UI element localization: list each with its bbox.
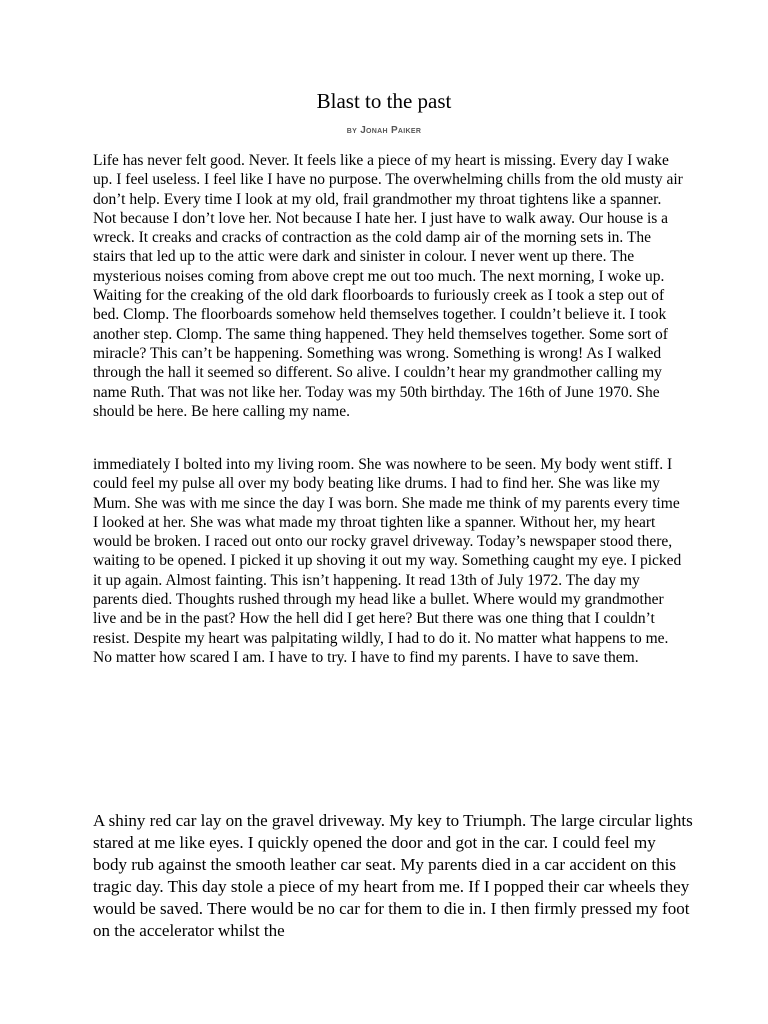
paragraph-1: Life has never felt good. Never. It feels like a piece of my heart is missing. Every day I wake up. I feel useless. I feel like I have no purpose. The overwhelming chills from the old musty air don’t help. Every time I look at my old, frail grandmother my throat tightens like a spanner. Not because I don’t love her. Not because I hate her. I just have to walk away. Our house is a wreck. It creaks and cracks of contraction as the cold damp air of the morning sets in. The stairs that led up to the attic were dark and sinister in colour. I never went up there. The mysterious noises coming from above crept me out too much. The next morning, I woke up. Waiting for the creaking of the old dark floorboards to furiously creek as I took a step out of bed. Clomp. The floorboards somehow held themselves together. I couldn’t believe it. I took another step. Clomp. The same thing happened. They held themselves together. Some sort of miracle? This can’t be happening. Something was wrong. Something is wrong! As I walked through the hall it seemed so different. So alive. I couldn’t hear my grandmother calling my name Ruth. That was not like her. Today was my 50th birthday. The 16th of June 1970. She should be here. Be here calling my name. <box>93 152 683 420</box>
paragraph-2: immediately I bolted into my living room. She was nowhere to be seen. My body went stiff. I could feel my pulse all over my body beating like drums. I had to find her. She was like my Mum. She was with me since the day I was born. She made me think of my parents every time I looked at her. She was what made my throat tighten like a spanner. Without her, my heart would be broken. I raced out onto our rocky gravel driveway. Today’s newspaper stood there, waiting to be opened. I picked it up shoving it out my way. Something caught my eye. I picked it up again. Almost fainting. This isn’t happening. It read 13th of July 1972. The day my parents died. Thoughts rushed through my head like a bullet. Where would my grandmother live and be in the past? How the hell did I get here? But there was one thing that I couldn’t resist. Despite my heart was palpitating wildly, I had to do it. No matter what happens to me. No matter how scared I am. I have to try. I have to find my parents. I have to save them. <box>93 456 682 666</box>
author-byline: by Jonah Paiker <box>346 125 422 136</box>
document-title: Blast to the past <box>316 89 452 113</box>
paragraph-3: A shiny red car lay on the gravel driveway. My key to Triumph. The large circular lights stared at me like eyes. I quickly opened the door and got in the car. I could feel my body rub against the smooth leather car seat. My parents died in a car accident on this tragic day. This day stole a piece of my heart from me. If I popped their car wheels they would be saved. There would be no car for them to die in. I then firmly pressed my foot on the accelerator whilst the <box>93 811 693 940</box>
